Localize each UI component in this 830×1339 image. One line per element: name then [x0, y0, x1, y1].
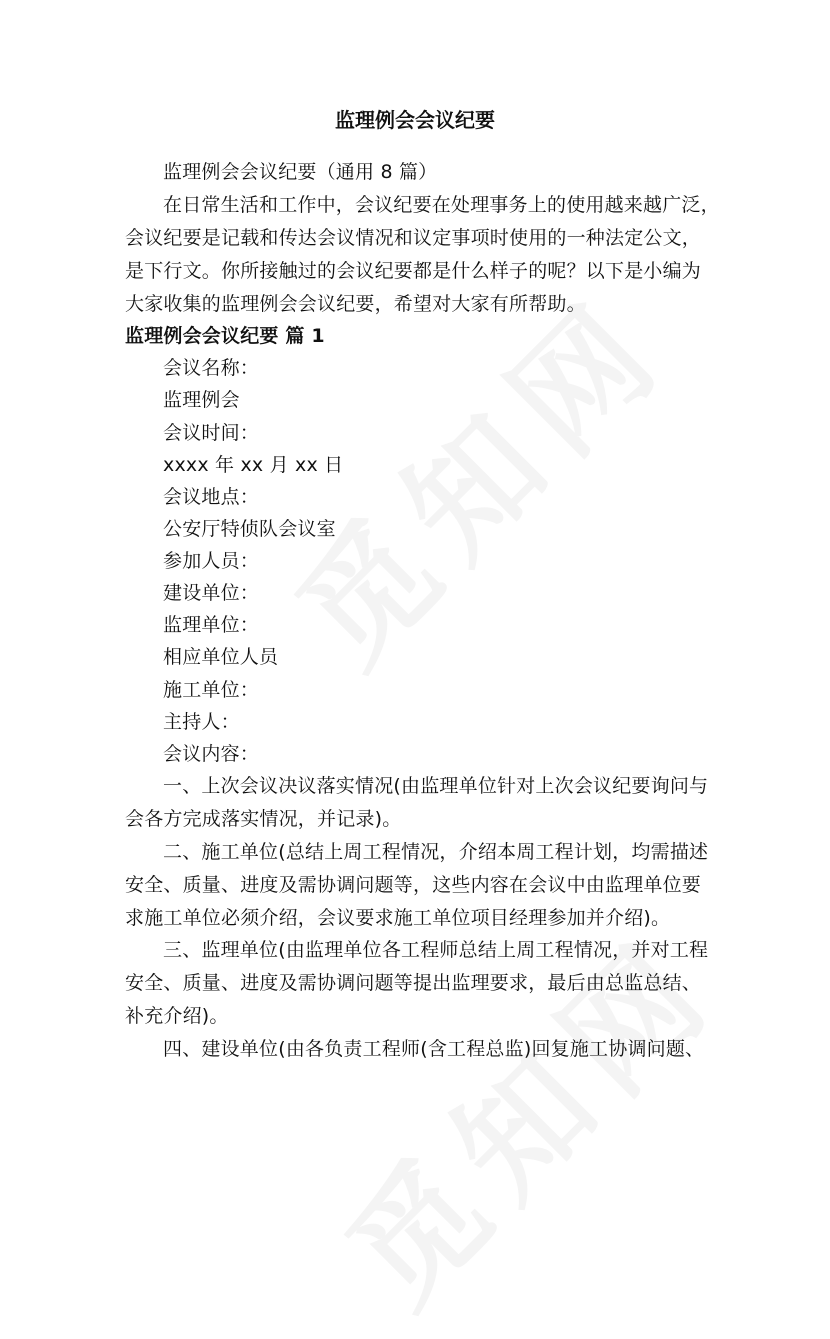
field-label: 施工单位：	[163, 679, 260, 701]
content-line: 一、上次会议决议落实情况(由监理单位针对上次会议纪要询问与	[163, 775, 709, 797]
page-title: 监理例会会议纪要	[335, 108, 495, 132]
content-line: 补充介绍)。	[125, 1005, 229, 1027]
intro-line: 在日常生活和工作中，会议纪要在处理事务上的使用越来越广泛，	[163, 194, 720, 216]
field-label: 监理单位：	[163, 614, 260, 636]
field-label: 主持人：	[163, 711, 240, 733]
field-label: 会议地点：	[163, 486, 260, 508]
field-value: xxxx 年 xx 月 xx 日	[163, 454, 344, 476]
content-line: 三、监理单位(由监理单位各工程师总结上周工程情况，并对工程	[163, 939, 709, 961]
field-value: 相应单位人员	[163, 646, 279, 668]
field-label: 会议时间：	[163, 422, 260, 444]
field-value: 监理例会	[163, 389, 240, 411]
field-label: 参加人员：	[163, 550, 260, 572]
intro-line: 大家收集的监理例会会议纪要，希望对大家有所帮助。	[125, 293, 586, 315]
content-line: 安全、质量、进度及需协调问题等，这些内容在会议中由监理单位要	[125, 874, 702, 896]
content-line: 四、建设单位(由各负责工程师(含工程总监)回复施工协调问题、	[163, 1038, 705, 1060]
field-label: 建设单位：	[163, 582, 260, 604]
content-line: 二、施工单位(总结上周工程情况，介绍本周工程计划，均需描述	[163, 841, 709, 863]
field-label: 会议内容：	[163, 743, 260, 765]
content-line: 安全、质量、进度及需协调问题等提出监理要求，最后由总监总结、	[125, 972, 702, 994]
intro-heading: 监理例会会议纪要（通用 8 篇）	[163, 161, 438, 183]
field-label: 会议名称：	[163, 357, 260, 379]
intro-line: 是下行文。你所接触过的会议纪要都是什么样子的呢？以下是小编为	[125, 260, 702, 282]
content-line: 求施工单位必须介绍，会议要求施工单位项目经理参加并介绍)。	[125, 907, 671, 929]
content-line: 会各方完成落实情况，并记录)。	[125, 808, 402, 830]
section-heading: 监理例会会议纪要 篇 1	[125, 325, 325, 347]
intro-line: 会议纪要是记载和传达会议情况和议定事项时使用的一种法定公文，	[125, 227, 702, 249]
field-value: 公安厅特侦队会议室	[163, 518, 336, 540]
